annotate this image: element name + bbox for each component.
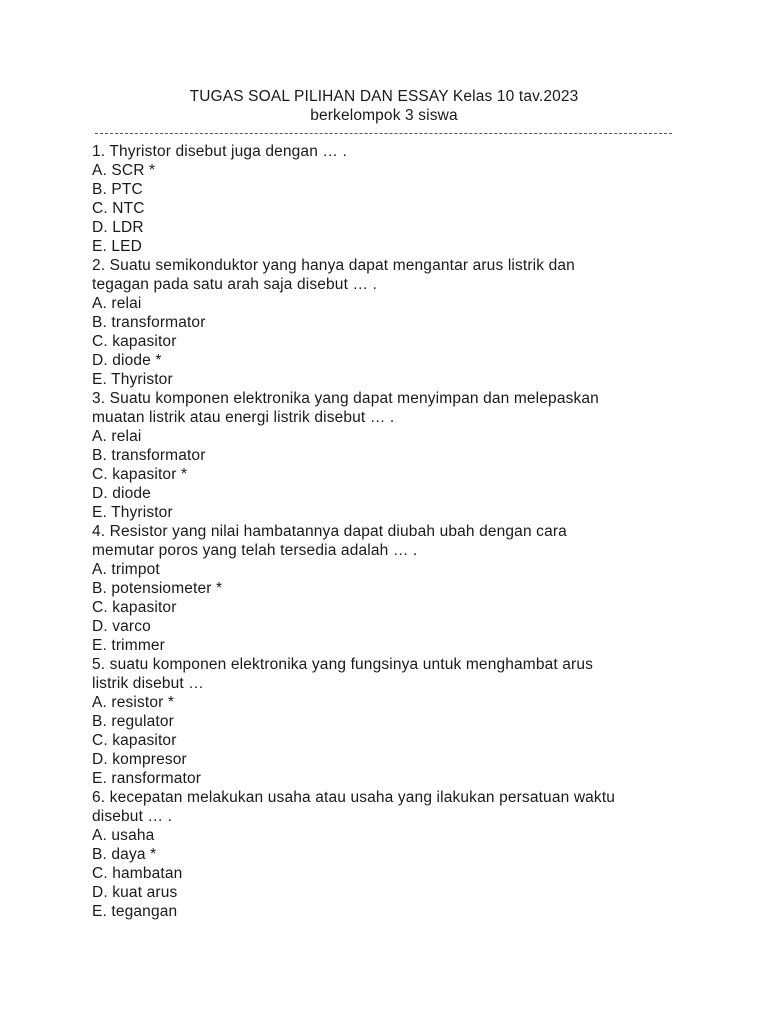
- answer-option-b: B. PTC: [92, 181, 143, 198]
- document-subtitle: berkelompok 3 siswa: [310, 107, 458, 124]
- answer-option-d: D. diode *: [92, 352, 162, 369]
- question-2: [92, 256, 682, 389]
- answer-option-b: B. transformator: [92, 447, 206, 464]
- question-text: 1. Thyristor disebut juga dengan … .: [92, 143, 347, 160]
- answer-option-d: D. varco: [92, 618, 151, 635]
- answer-option-c: C. hambatan: [92, 865, 183, 882]
- dashed-separator: [95, 133, 672, 134]
- answer-option-a: A. resistor *: [92, 694, 175, 711]
- answer-option-a: A. SCR *: [92, 162, 156, 179]
- answer-option-b: B. daya *: [92, 846, 157, 863]
- answer-option-e: E. trimmer: [92, 637, 165, 654]
- question-3: [92, 389, 682, 522]
- question-1: [92, 142, 682, 256]
- document-header: [0, 87, 768, 125]
- question-text-continued: tegagan pada satu arah saja disebut … .: [92, 276, 378, 293]
- answer-option-b: B. regulator: [92, 713, 174, 730]
- answer-option-a: A. trimpot: [92, 561, 160, 578]
- answer-option-d: D. diode: [92, 485, 151, 502]
- question-text: 6. kecepatan melakukan usaha atau usaha yang ilakukan persatuan waktu: [92, 789, 616, 806]
- answer-option-c: C. kapasitor: [92, 732, 177, 749]
- answer-option-c: C. NTC: [92, 200, 145, 217]
- answer-option-c: C. kapasitor: [92, 333, 177, 350]
- answer-option-d: D. kompresor: [92, 751, 187, 768]
- document-title: TUGAS SOAL PILIHAN DAN ESSAY Kelas 10 tav.2023: [189, 88, 579, 105]
- question-6: [92, 788, 682, 921]
- answer-option-b: B. transformator: [92, 314, 206, 331]
- question-5: [92, 655, 682, 788]
- answer-option-d: D. kuat arus: [92, 884, 178, 901]
- question-text-continued: muatan listrik atau energi listrik disebut … .: [92, 409, 395, 426]
- answer-option-e: E. LED: [92, 238, 143, 255]
- answer-option-c: C. kapasitor: [92, 599, 177, 616]
- question-text: 3. Suatu komponen elektronika yang dapat menyimpan dan melepaskan: [92, 390, 599, 407]
- question-text: 5. suatu komponen elektronika yang fungsinya untuk menghambat arus: [92, 656, 594, 673]
- answer-option-b: B. potensiometer *: [92, 580, 223, 597]
- question-4: [92, 522, 682, 655]
- question-text: 2. Suatu semikonduktor yang hanya dapat mengantar arus listrik dan: [92, 257, 575, 274]
- question-text-continued: listrik disebut …: [92, 675, 204, 692]
- answer-option-e: E. Thyristor: [92, 371, 173, 388]
- answer-option-e: E. ransformator: [92, 770, 202, 787]
- answer-option-a: A. relai: [92, 295, 142, 312]
- answer-option-a: A. relai: [92, 428, 142, 445]
- question-text-continued: disebut … .: [92, 808, 173, 825]
- question-text-continued: memutar poros yang telah tersedia adalah … .: [92, 542, 418, 559]
- question-text: 4. Resistor yang nilai hambatannya dapat diubah ubah dengan cara: [92, 523, 567, 540]
- answer-option-e: E. Thyristor: [92, 504, 173, 521]
- answer-option-d: D. LDR: [92, 219, 144, 236]
- question-list: [92, 142, 682, 921]
- answer-option-e: E. tegangan: [92, 903, 178, 920]
- answer-option-c: C. kapasitor *: [92, 466, 188, 483]
- answer-option-a: A. usaha: [92, 827, 155, 844]
